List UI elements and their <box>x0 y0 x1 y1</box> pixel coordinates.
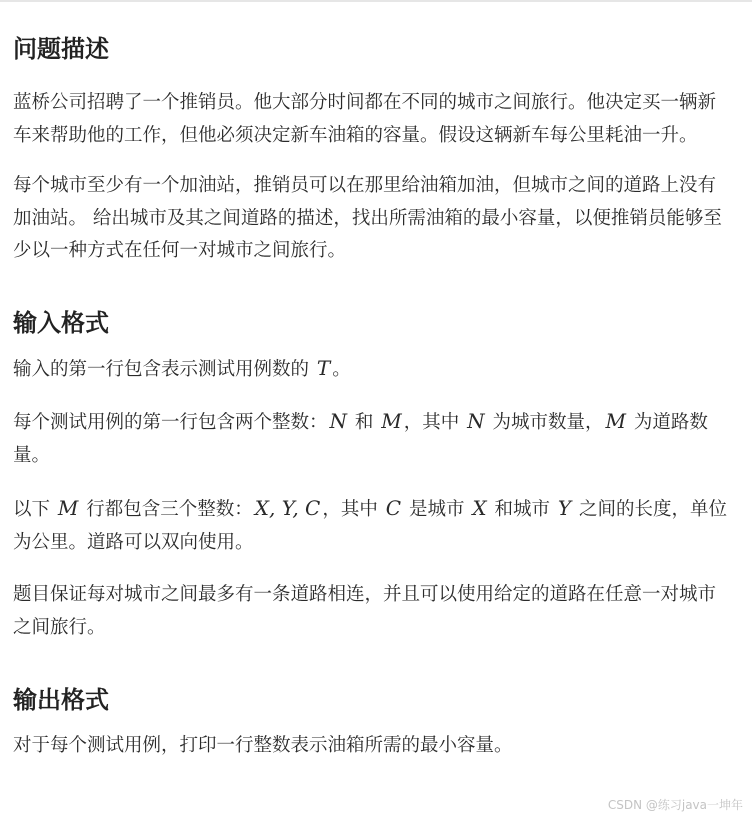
section-title-input: 输入格式 <box>13 308 109 337</box>
text-fragment: 每个测试用例的第一行包含两个整数： <box>13 412 328 433</box>
csdn-watermark: CSDN @练习java一坤年 <box>607 798 743 812</box>
input-paragraph-1 <box>13 352 728 387</box>
math-variable: M <box>605 409 627 433</box>
input-paragraph-2 <box>13 405 728 472</box>
text-fragment: 。 <box>332 358 351 380</box>
section-title-output: 输出格式 <box>13 686 109 714</box>
description-paragraph-1: 蓝桥公司招聘了一个推销员。他大部分时间都在不同的城市之间旅行。他决定买一辆新车来帮助他的工作，但他必须决定新车油箱的容量。假设这辆新车每公里耗油一升。 <box>13 92 717 146</box>
math-variable: M <box>381 409 402 433</box>
text-fragment: 是城市 <box>403 499 471 520</box>
math-variable: N <box>467 409 485 433</box>
problem-statement <box>13 28 728 763</box>
math-variable: X <box>472 496 487 520</box>
description-paragraph-2: 每个城市至少有一个加油站，推销员可以在那里给油箱加油，但城市之间的道路上没有加油站。 给出城市及其之间道路的描述，找出所需油箱的最小容量，以便推销员能够至少以一种方式在任何一对城市之间旅行。 <box>13 175 722 261</box>
math-variable: T <box>316 355 331 380</box>
text-fragment: 以下 <box>13 499 56 520</box>
text-fragment: 和城市 <box>488 499 556 520</box>
text-fragment: 为城市数量， <box>486 412 604 433</box>
text-fragment: 为道路数量。 <box>13 412 708 466</box>
text-fragment: 之间的长度，单位为公里。道路可以双向使用。 <box>13 499 727 553</box>
text-fragment: ，其中 <box>403 412 466 433</box>
math-variable: C <box>385 496 402 520</box>
text-fragment: 输入的第一行包含表示测试用例数的 <box>13 358 315 380</box>
math-variable: M <box>57 496 79 520</box>
top-divider <box>0 0 752 2</box>
text-fragment: 行都包含三个整数： <box>80 499 253 520</box>
math-variable: Y <box>557 496 572 520</box>
input-paragraph-3 <box>13 492 728 559</box>
output-paragraph-1: 对于每个测试用例，打印一行整数表示油箱所需的最小容量。 <box>13 735 513 756</box>
input-paragraph-4: 题目保证每对城市之间最多有一条道路相连，并且可以使用给定的道路在任意一对城市之间旅行。 <box>13 584 717 638</box>
math-variable: N <box>329 409 348 433</box>
section-title-description: 问题描述 <box>13 35 109 63</box>
text-fragment: ，其中 <box>322 499 384 520</box>
text-fragment: 和 <box>349 412 380 433</box>
math-expression: X, Y, C <box>254 496 321 520</box>
